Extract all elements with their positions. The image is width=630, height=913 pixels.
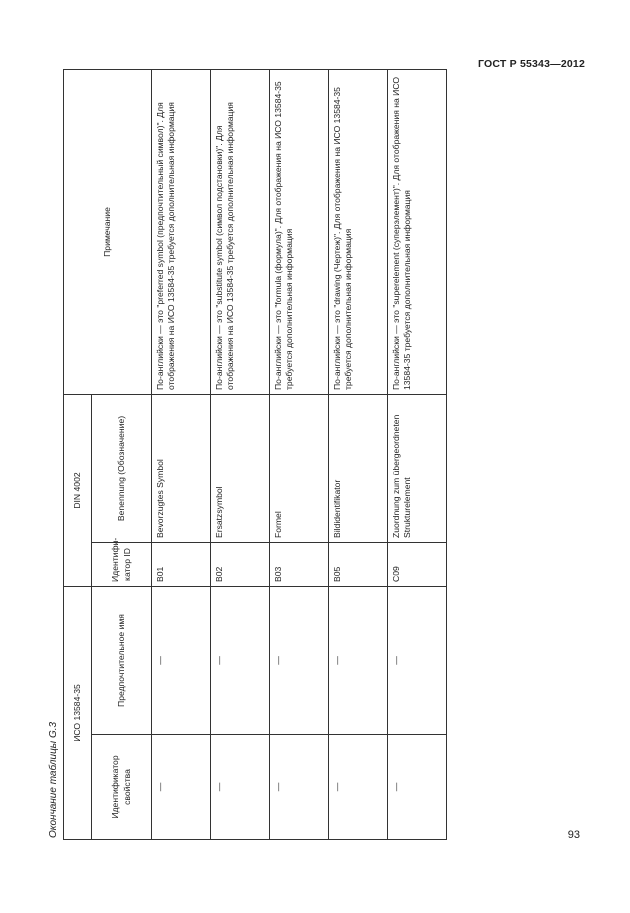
- table-row: [152, 70, 211, 840]
- header-din-group: DIN 4002: [64, 395, 92, 587]
- cell-iso-name: —: [388, 587, 447, 735]
- cell-din-id: B02: [211, 543, 270, 587]
- header-iso-name: Предпочтительное имя: [92, 587, 152, 735]
- cell-din-name: Ersatzsymbol: [211, 395, 270, 543]
- table-row: [329, 70, 388, 840]
- header-iso-group: ИСО 13584-35: [64, 587, 92, 840]
- header-din-id: Идентифи-катор ID: [92, 543, 152, 587]
- cell-note: По-английски — это "substitute symbol (символ подстановки)". Для отображения на ИСО 13584-35 требуется дополнительная информация: [211, 70, 270, 395]
- cell-din-name: Bildidentifikator: [329, 395, 388, 543]
- cell-din-id: B01: [152, 543, 211, 587]
- header-note: Примечание: [64, 70, 152, 395]
- table-g3: [63, 69, 447, 840]
- cell-din-id: B03: [270, 543, 329, 587]
- cell-din-name: Zuordnung zum übergeordneten Strukturelement: [388, 395, 447, 543]
- cell-din-name: Formel: [270, 395, 329, 543]
- cell-iso-id: —: [152, 735, 211, 840]
- rotated-table-block: [47, 70, 413, 840]
- cell-din-name: Bevorzugtes Symbol: [152, 395, 211, 543]
- cell-iso-id: —: [211, 735, 270, 840]
- table-caption: Окончание таблицы G.3: [48, 721, 59, 838]
- cell-iso-name: —: [152, 587, 211, 735]
- page-number: 93: [567, 829, 580, 841]
- cell-iso-name: —: [270, 587, 329, 735]
- table-row: [270, 70, 329, 840]
- cell-iso-id: —: [270, 735, 329, 840]
- header-din-name: Benennung (Обозначение): [92, 395, 152, 543]
- table-row: [211, 70, 270, 840]
- cell-iso-name: —: [329, 587, 388, 735]
- cell-note: По-английски — это "formula (формула)". Для отображения на ИСО 13584-35 требуется дополнительная информация: [270, 70, 329, 395]
- cell-iso-name: —: [211, 587, 270, 735]
- header-iso-id: Идентификатор свойства: [92, 735, 152, 840]
- document-header: ГОСТ Р 55343—2012: [477, 58, 585, 70]
- cell-iso-id: —: [388, 735, 447, 840]
- cell-iso-id: —: [329, 735, 388, 840]
- cell-din-id: C09: [388, 543, 447, 587]
- table-row: [388, 70, 447, 840]
- cell-note: По-английски — это "preferred symbol (предпочтительный символ)". Для отображения на ИСО 13584-35 требуется дополнительная информация: [152, 70, 211, 395]
- cell-note: По-английски — это "drawing (Чертеж)". Для отображения на ИСО 13584-35 требуется дополнительная информация: [329, 70, 388, 395]
- cell-note: По-английски — это "superelement (суперэлемент)". Для отображения на ИСО 13584-35 требуется дополнительная информация: [388, 70, 447, 395]
- cell-din-id: B05: [329, 543, 388, 587]
